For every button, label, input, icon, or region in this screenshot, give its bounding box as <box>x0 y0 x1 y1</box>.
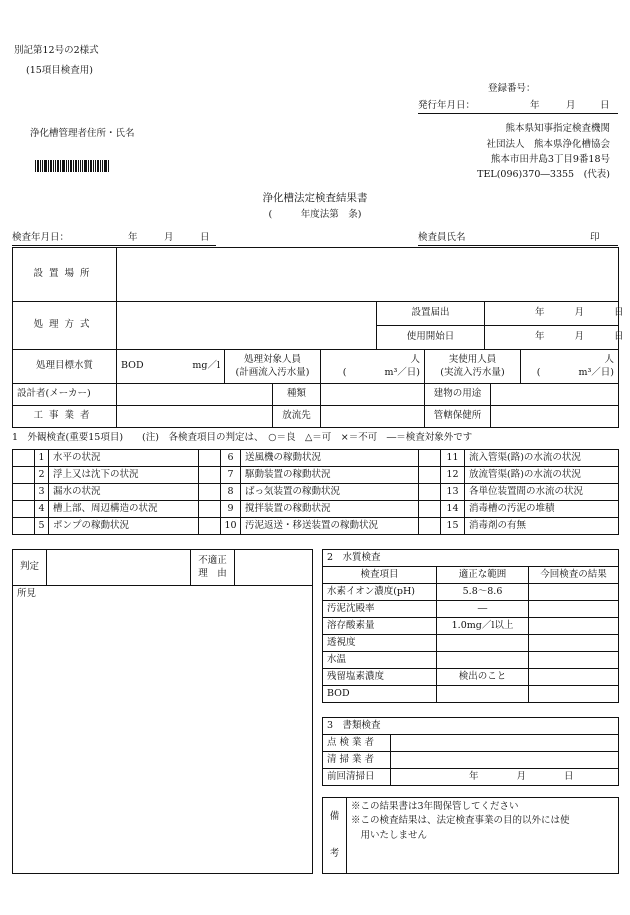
visual-result-15[interactable] <box>419 518 441 535</box>
quality-label: 処理目標水質 <box>13 350 117 384</box>
visual-item-number: 13 <box>441 484 465 501</box>
water-range: 1.0mg／l以上 <box>437 618 529 635</box>
water-result[interactable] <box>529 652 619 669</box>
docs-lastclean-value[interactable]: 年 月 日 <box>391 769 619 786</box>
visual-heading: 1 外観検査(重要15項目) (注) 各検査項目の判定は、 ○＝良 △＝可 ×＝不可 ―＝検査対象外です <box>12 432 473 443</box>
notify-label: 設置届出 <box>377 302 485 326</box>
docs-inspector-value[interactable] <box>391 735 619 752</box>
water-range <box>437 652 529 669</box>
visual-result-3[interactable] <box>13 484 35 501</box>
inspection-date: 検査年月日： 年 月 日 <box>12 233 216 246</box>
visual-result-7[interactable] <box>199 467 221 484</box>
builder-table <box>12 383 619 428</box>
visual-result-8[interactable] <box>199 484 221 501</box>
org-line-2: 社団法人 熊本県浄化槽協会 <box>486 139 610 150</box>
visual-result-1[interactable] <box>13 450 35 467</box>
visual-item-label: 汚泥返送・移送装置の稼動状況 <box>241 518 419 535</box>
actual-persons-value[interactable]: 人 ( m³／日) <box>521 350 619 384</box>
visual-result-10[interactable] <box>199 518 221 535</box>
designer-label: 設計者(メーカー) <box>13 384 117 406</box>
docs-cleaner-label: 清掃業者 <box>323 752 391 769</box>
water-row <box>323 669 619 686</box>
start-label: 使用開始日 <box>377 326 485 350</box>
docs-heading: 3 書類検査 <box>323 718 619 735</box>
visual-item-number: 5 <box>35 518 49 535</box>
water-item: 水温 <box>323 652 437 669</box>
method-label: 処理方式 <box>13 302 117 350</box>
visual-item-label: 撹拌装置の稼動状況 <box>241 501 419 518</box>
document-subtitle: ( 年度法第 条) <box>268 209 362 220</box>
org-line-3: 熊本市田井島3丁目9番18号 <box>490 154 610 165</box>
water-heading: 2 水質検査 <box>323 550 619 567</box>
visual-item-label: 水平の状況 <box>49 450 199 467</box>
water-table <box>322 549 619 703</box>
docs-lastclean-label: 前回清掃日 <box>323 769 391 786</box>
location-value[interactable] <box>117 248 619 302</box>
visual-item-number: 8 <box>221 484 241 501</box>
usage-label: 建物の用途 <box>425 384 491 406</box>
builder-value[interactable] <box>117 406 273 428</box>
remarks-label: 備 考 <box>323 798 347 874</box>
quality-table <box>12 349 619 384</box>
water-header-range: 適正な範囲 <box>437 567 529 584</box>
target-persons-label: 処理対象人員 (計画流入汚水量) <box>225 350 321 384</box>
visual-result-14[interactable] <box>419 501 441 518</box>
judge-table <box>12 549 313 874</box>
barcode <box>35 160 110 172</box>
visual-item-number: 14 <box>441 501 465 518</box>
visual-item-number: 2 <box>35 467 49 484</box>
visual-item-label: ばっ気装置の稼動状況 <box>241 484 419 501</box>
water-result[interactable] <box>529 669 619 686</box>
visual-result-12[interactable] <box>419 467 441 484</box>
visual-result-2[interactable] <box>13 467 35 484</box>
visual-item-label: 漏水の状況 <box>49 484 199 501</box>
bod-target[interactable]: BOD mg／l <box>117 350 225 384</box>
visual-result-9[interactable] <box>199 501 221 518</box>
builder-label: 工事業者 <box>13 406 117 428</box>
water-range <box>437 686 529 703</box>
visual-item-label: 各単位装置間の水流の状況 <box>465 484 619 501</box>
visual-item-number: 15 <box>441 518 465 535</box>
info-table <box>12 247 624 350</box>
usage-value[interactable] <box>491 384 619 406</box>
actual-persons-label: 実使用人員 (実流入汚水量) <box>425 350 521 384</box>
visual-result-11[interactable] <box>419 450 441 467</box>
visual-item-number: 12 <box>441 467 465 484</box>
discharge-value[interactable] <box>321 406 425 428</box>
water-header-result: 今回検査の結果 <box>529 567 619 584</box>
notify-date[interactable]: 年 月 日 <box>485 302 619 326</box>
visual-item-label: 消毒剤の有無 <box>465 518 619 535</box>
visual-item-number: 1 <box>35 450 49 467</box>
health-value[interactable] <box>491 406 619 428</box>
kind-label: 種類 <box>273 384 321 406</box>
form-sub: (15項目検査用) <box>26 65 94 76</box>
water-result[interactable] <box>529 584 619 601</box>
water-item: 溶存酸素量 <box>323 618 437 635</box>
water-result[interactable] <box>529 686 619 703</box>
judge-label: 判定 <box>13 550 47 586</box>
water-range: 5.8～8.6 <box>437 584 529 601</box>
docs-cleaner-value[interactable] <box>391 752 619 769</box>
start-date[interactable]: 年 月 日 <box>485 326 619 350</box>
visual-item-number: 4 <box>35 501 49 518</box>
water-range: 検出のこと <box>437 669 529 686</box>
discharge-label: 放流先 <box>273 406 321 428</box>
org-line-1: 熊本県知事指定検査機関 <box>505 123 610 134</box>
water-row <box>323 652 619 669</box>
water-item: 水素イオン濃度(pH) <box>323 584 437 601</box>
remarks-table <box>322 797 619 874</box>
water-range: ― <box>437 601 529 618</box>
judge-value[interactable] <box>47 550 191 586</box>
visual-item-number: 6 <box>221 450 241 467</box>
document-title: 浄化槽法定検査結果書 <box>262 192 368 204</box>
location-label: 設置場所 <box>13 248 117 302</box>
reason-value[interactable] <box>235 550 313 586</box>
visual-item-label: 送風機の稼動状況 <box>241 450 419 467</box>
visual-item-number: 3 <box>35 484 49 501</box>
water-item: BOD <box>323 686 437 703</box>
water-result[interactable] <box>529 601 619 618</box>
visual-item-label: ポンプの稼動状況 <box>49 518 199 535</box>
manager-label: 浄化槽管理者住所・氏名 <box>30 128 135 139</box>
visual-result-4[interactable] <box>13 501 35 518</box>
visual-item-number: 7 <box>221 467 241 484</box>
method-value[interactable] <box>117 302 377 350</box>
visual-item-label: 消毒槽の汚泥の堆積 <box>465 501 619 518</box>
visual-item-number: 9 <box>221 501 241 518</box>
water-row <box>323 584 619 601</box>
water-result[interactable] <box>529 635 619 652</box>
visual-item-number: 11 <box>441 450 465 467</box>
water-row <box>323 618 619 635</box>
registration-number: 登録番号： <box>488 83 536 94</box>
reason-label: 不適正 理 由 <box>191 550 235 586</box>
docs-inspector-label: 点検業者 <box>323 735 391 752</box>
org-line-4: TEL(096)370―3355 (代表) <box>477 169 610 180</box>
water-row <box>323 686 619 703</box>
visual-item-label: 駆動装置の稼動状況 <box>241 467 419 484</box>
visual-result-6[interactable] <box>199 450 221 467</box>
water-header-item: 検査項目 <box>323 567 437 584</box>
visual-item-number: 10 <box>221 518 241 535</box>
water-item: 透視度 <box>323 635 437 652</box>
water-result[interactable] <box>529 618 619 635</box>
form-id: 別記第12号の2様式 <box>14 45 99 56</box>
issue-date: 発行年月日： 年 月 日 <box>418 101 618 114</box>
water-item: 残留塩素濃度 <box>323 669 437 686</box>
findings-box[interactable]: 所見 <box>13 586 313 874</box>
remarks-notes: ※この結果書は3年間保管してください ※この検査結果は、法定検査事業の目的以外には使 用いたしません <box>347 798 619 874</box>
docs-table <box>322 717 619 786</box>
visual-result-13[interactable] <box>419 484 441 501</box>
water-row <box>323 601 619 618</box>
visual-item-label: 放流管渠(路)の水流の状況 <box>465 467 619 484</box>
inspector-name: 検査員氏名 印 <box>418 233 618 246</box>
visual-item-label: 槽上部、周辺構造の状況 <box>49 501 199 518</box>
designer-value[interactable] <box>117 384 273 406</box>
visual-table <box>12 449 619 535</box>
kind-value[interactable] <box>321 384 425 406</box>
water-row <box>323 635 619 652</box>
water-range <box>437 635 529 652</box>
visual-item-label: 浮上又は沈下の状況 <box>49 467 199 484</box>
water-item: 汚泥沈殿率 <box>323 601 437 618</box>
health-label: 管轄保健所 <box>425 406 491 428</box>
target-persons-value[interactable]: 人 ( m³／日) <box>321 350 425 384</box>
visual-item-label: 流入管渠(路)の水流の状況 <box>465 450 619 467</box>
visual-result-5[interactable] <box>13 518 35 535</box>
